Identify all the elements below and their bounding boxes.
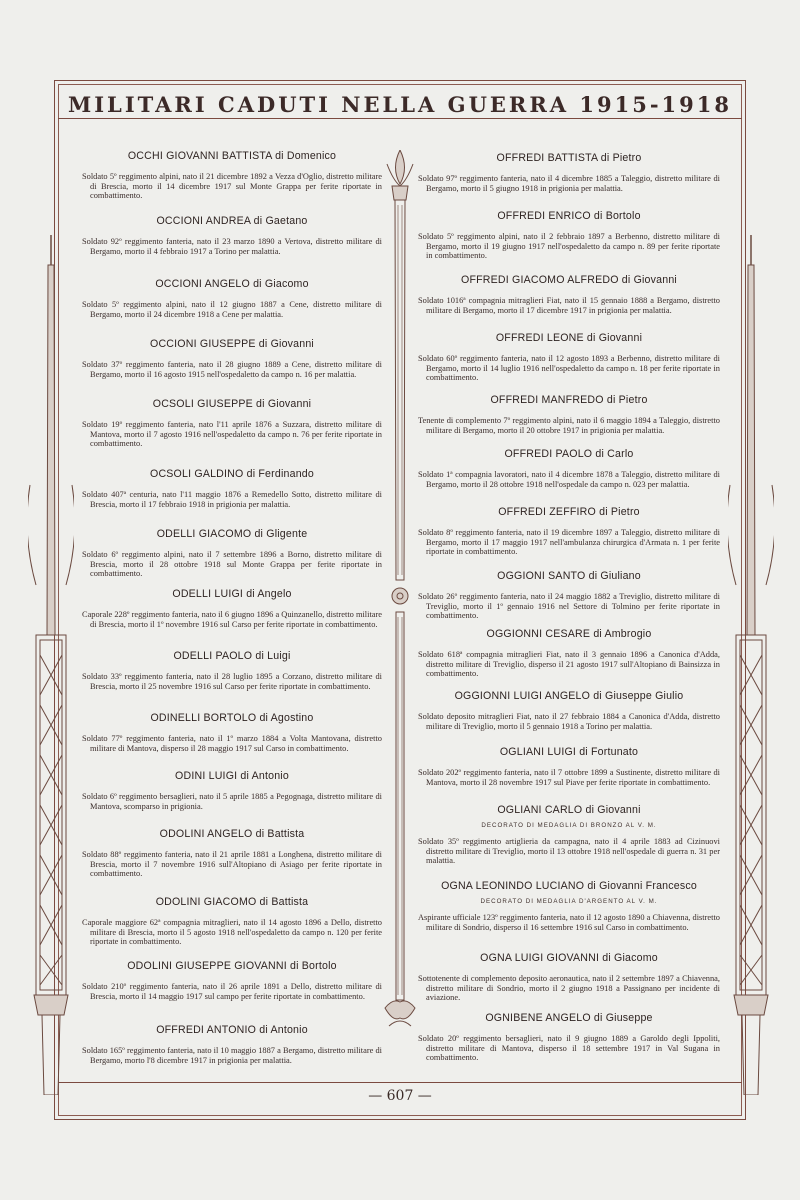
entry-ognibene-angelo [418, 1012, 720, 1063]
entry-text: Soldato 1ª compagnia lavoratori, nato il 4 dicembre 1878 a Taleggio, distretto militare di Bergamo, morto il 28 ottobre 1918 nell'ospedale da campo n. 023 per malattia. [418, 470, 720, 489]
entry-odolini-angelo [82, 828, 382, 879]
entry-odelli-giacomo [82, 528, 382, 579]
entry-text: Soldato 618ª compagnia mitraglieri Fiat, nato il 3 gennaio 1896 a Canonica d'Adda, distretto militare di Treviglio, disperso il 21 agosto 1917 sull'Altopiano di Bainsizza in combattimento. [418, 650, 720, 679]
decoration-note: DECORATO DI MEDAGLIA D'ARGENTO AL V. M. [480, 898, 658, 905]
entry-name: ODINELLI BORTOLO di Agostino [150, 712, 314, 724]
entry-text: Soldato 37º reggimento fanteria, nato il 28 giugno 1889 a Cene, distretto militare di Bergamo, morto il 16 agosto 1915 nell'ospedaletto da campo n. 16 per malattia. [82, 360, 382, 379]
entry-text: Soldato 6º reggimento bersaglieri, nato il 5 aprile 1885 a Pegognaga, distretto militare di Mantova, scomparso in prigionia. [82, 792, 382, 811]
entry-oggioni-santo [418, 570, 720, 621]
entry-name: OFFREDI MANFREDO di Pietro [490, 394, 648, 406]
entry-odinelli-bortolo [82, 712, 382, 753]
entry-name: OGLIANI LUIGI di Fortunato [499, 746, 639, 758]
entry-text: Soldato 88º reggimento fanteria, nato il 21 aprile 1881 a Longhena, distretto militare di Brescia, morto il 7 novembre 1916 sull'Altopiano di Asiago per ferite riportate in combattimento. [82, 850, 382, 879]
entry-name: OCSOLI GIUSEPPE di Giovanni [152, 398, 312, 410]
entry-name: ODELLI PAOLO di Luigi [173, 650, 291, 662]
entry-oggionni-luigi-angelo [418, 690, 720, 731]
entry-name: OFFREDI ZEFFIRO di Pietro [498, 506, 640, 518]
entry-ogna-luigi-giovanni [418, 952, 720, 1003]
entry-offredi-giacomo-alfredo [418, 274, 720, 315]
decoration-note: DECORATO DI MEDAGLIA DI BRONZO AL V. M. [481, 822, 657, 829]
entry-occioni-angelo [82, 278, 382, 319]
entry-name: OCCIONI ANGELO di Giacomo [155, 278, 309, 290]
footer-rule [58, 1082, 742, 1083]
entry-text: Soldato 77º reggimento fanteria, nato il 1º marzo 1884 a Volta Mantovana, distretto militare di Mantova, disperso il 28 maggio 1917 sul Carso in combattimento. [82, 734, 382, 753]
entry-ocsoli-galdino [82, 468, 382, 509]
entry-name: OGNIBENE ANGELO di Giuseppe [485, 1012, 653, 1024]
entry-text: Soldato 165º reggimento fanteria, nato il 10 maggio 1887 a Bergamo, distretto militare di Bergamo, morto l'8 dicembre 1917 in prigionia per malattia. [82, 1046, 382, 1065]
entry-odelli-luigi [82, 588, 382, 629]
entry-name: OFFREDI PAOLO di Carlo [504, 448, 634, 460]
entry-name: OFFREDI BATTISTA di Pietro [496, 152, 642, 164]
entry-odolini-giuseppe-giovanni [82, 960, 382, 1001]
entry-text: Soldato 35º reggimento artiglieria da campagna, nato il 4 aprile 1883 ad Cizinuovi distretto militare di Treviglio, morto il 13 ottobre 1918 nell'ospedale di guerra n. 31 per malattia. [418, 837, 720, 866]
entry-text: Soldato 6º reggimento alpini, nato il 7 settembre 1896 a Borno, distretto militare di Brescia, morto il 28 ottobre 1918 sul Monte Grappa per ferite riportate in combattimento. [82, 550, 382, 579]
entry-name: OCCHI GIOVANNI BATTISTA di Domenico [127, 150, 337, 162]
entry-name: OCCIONI ANDREA di Gaetano [156, 215, 308, 227]
entry-text: Soldato 5º reggimento alpini, nato il 12 giugno 1887 a Cene, distretto militare di Bergamo, morto il 24 dicembre 1918 a Cene per malattia. [82, 300, 382, 319]
entry-text: Soldato 210º reggimento fanteria, nato il 26 aprile 1891 a Dello, distretto militare di Brescia, morto il 14 maggio 1917 sul campo per ferite riportate in combattimento. [82, 982, 382, 1001]
entry-name: OGNA LUIGI GIOVANNI di Giacomo [480, 952, 658, 964]
entry-text: Soldato 92º reggimento fanteria, nato il 23 marzo 1890 a Vertova, distretto militare di Bergamo, morto il 4 febbraio 1917 a Torino per malattia. [82, 237, 382, 256]
page-number: — 607 — [368, 1088, 432, 1104]
entry-name: OFFREDI GIACOMO ALFREDO di Giovanni [461, 274, 677, 286]
entry-oggionni-cesare [418, 628, 720, 679]
entry-ogliani-luigi [418, 746, 720, 787]
entry-text: Soldato 202º reggimento fanteria, nato il 7 ottobre 1899 a Sustinente, distretto militare di Mantova, morto il 28 novembre 1917 sul Piave per ferite riportate in combattimento. [418, 768, 720, 787]
center-column-ornament [383, 150, 417, 1040]
entry-name: OFFREDI ENRICO di Bortolo [497, 210, 641, 222]
page-title: MILITARI CADUTI NELLA GUERRA 1915-1918 [67, 92, 733, 117]
entry-name: OFFREDI LEONE di Giovanni [495, 332, 643, 344]
entry-text: Sottotenente di complemento deposito aeronautica, nato il 2 settembre 1897 a Chiavenna, distretto militare di Sondrio, morto il 2 giugno 1918 a Passignano per incidente di aviazione. [418, 974, 720, 1003]
entry-ogna-leonindo-luciano [418, 880, 720, 932]
entry-name: OCCIONI GIUSEPPE di Giovanni [150, 338, 314, 350]
entry-text: Soldato 20º reggimento bersaglieri, nato il 9 giugno 1889 a Garoldo degli Ippoliti, distretto militare di Mantova, disperso il 18 settembre 1917 in Val Sugana in combattimento. [418, 1034, 720, 1063]
entry-name: OGLIANI CARLO di Giovanni [497, 804, 641, 816]
left-pillar-ornament [28, 235, 74, 1095]
entry-occhi-giovanni-battista [82, 150, 382, 201]
entry-offredi-enrico [418, 210, 720, 261]
entry-text: Caporale 228º reggimento fanteria, nato il 6 giugno 1896 a Quinzanello, distretto militare di Brescia, morto il 1º novembre 1916 sul Carso per ferite riportate in combattimento. [82, 610, 382, 629]
entry-name: OGNA LEONINDO LUCIANO di Giovanni Francesco [441, 880, 697, 892]
right-pillar-ornament [728, 235, 774, 1095]
entry-offredi-antonio [82, 1024, 382, 1065]
entry-text: Soldato 60º reggimento fanteria, nato il 12 agosto 1893 a Berbenno, distretto militare di Bergamo, morto il 14 luglio 1916 nell'ospedaletto da campo n. 18 per ferite riportate in combattimento. [418, 354, 720, 383]
entry-offredi-manfredo [418, 394, 720, 435]
entry-name: ODOLINI GIACOMO di Battista [155, 896, 309, 908]
entry-text: Soldato 5º reggimento alpini, nato il 2 febbraio 1897 a Berbenno, distretto militare di Bergamo, morto il 19 giugno 1917 nell'ospedaletto da campo n. 89 per ferite riportate in combattimento. [418, 232, 720, 261]
entry-name: OGGIONNI CESARE di Ambrogio [486, 628, 652, 640]
entry-odini-luigi [82, 770, 382, 811]
entry-name: ODOLINI GIUSEPPE GIOVANNI di Bortolo [127, 960, 337, 972]
entry-ogliani-carlo [418, 804, 720, 866]
entry-name: OGGIONNI LUIGI ANGELO di Giuseppe Giulio [454, 690, 684, 702]
entry-text: Soldato 8º reggimento fanteria, nato il 19 dicembre 1897 a Taleggio, distretto militare di Bergamo, morto il 17 maggio 1917 nell'ambulanza chirurgica d'Armata n. 1 per ferite riportate in combattimento. [418, 528, 720, 557]
entry-text: Soldato deposito mitraglieri Fiat, nato il 27 febbraio 1884 a Canonica d'Adda, distretto militare di Treviglio, morto il 5 gennaio 1918 a Torino per malattia. [418, 712, 720, 731]
entry-odelli-paolo [82, 650, 382, 691]
entry-text: Soldato 97º reggimento fanteria, nato il 4 dicembre 1885 a Taleggio, distretto militare di Bergamo, morto il 5 giugno 1918 in prigionia per malattia. [418, 174, 720, 193]
entry-name: OFFREDI ANTONIO di Antonio [156, 1024, 308, 1036]
entry-offredi-battista [418, 152, 720, 193]
entry-text: Caporale maggiore 62ª compagnia mitraglieri, nato il 14 agosto 1896 a Dello, distretto militare di Brescia, morto il 5 agosto 1918 nell'ospedaletto da campo n. 120 per ferite riportate in combattimento. [82, 918, 382, 947]
entry-occioni-giuseppe [82, 338, 382, 379]
entry-name: ODELLI GIACOMO di Gligente [156, 528, 308, 540]
entry-text: Soldato 33º reggimento fanteria, nato il 28 luglio 1895 a Corzano, distretto militare di Brescia, morto il 25 novembre 1916 sul Carso per ferite riportate in combattimento. [82, 672, 382, 691]
entry-offredi-paolo [418, 448, 720, 489]
entry-name: ODOLINI ANGELO di Battista [159, 828, 305, 840]
entry-offredi-leone [418, 332, 720, 383]
entry-text: Soldato 1016ª compagnia mitraglieri Fiat, nato il 15 gennaio 1888 a Bergamo, distretto militare di Bergamo, morto il 17 dicembre 1917 in prigionia per malattia. [418, 296, 720, 315]
entry-name: OGGIONI SANTO di Giuliano [497, 570, 641, 582]
entry-text: Soldato 407ª centuria, nato l'11 maggio 1876 a Remedello Sotto, distretto militare di Brescia, morto il 17 febbraio 1918 in prigionia per malattia. [82, 490, 382, 509]
entry-text: Soldato 5º reggimento alpini, nato il 21 dicembre 1892 a Vezza d'Oglio, distretto militare di Brescia, morto il 14 dicembre 1917 sul Monte Grappa per ferite riportate in combattimento. [82, 172, 382, 201]
entry-text: Soldato 26º reggimento fanteria, nato il 24 maggio 1882 a Treviglio, distretto militare di Treviglio, morto il 1º gennaio 1916 nel Settore di Tolmino per ferite riportate in combattimento. [418, 592, 720, 621]
title-rule [58, 118, 742, 119]
entry-odolini-giacomo [82, 896, 382, 947]
entry-name: ODINI LUIGI di Antonio [175, 770, 289, 782]
entry-text: Soldato 19º reggimento fanteria, nato l'11 aprile 1876 a Suzzara, distretto militare di Mantova, morto il 7 agosto 1916 nell'ospedaletto da campo n. 76 per ferite riportate in combattimento. [82, 420, 382, 449]
entry-name: ODELLI LUIGI di Angelo [172, 588, 292, 600]
entry-offredi-zeffiro [418, 506, 720, 557]
entry-occioni-andrea [82, 215, 382, 256]
entry-text: Tenente di complemento 7º reggimento alpini, nato il 6 maggio 1894 a Taleggio, distretto militare di Bergamo, morto il 20 ottobre 1917 in prigionia per malattia. [418, 416, 720, 435]
entry-name: OCSOLI GALDINO di Ferdinando [150, 468, 314, 480]
entry-ocsoli-giuseppe [82, 398, 382, 449]
entry-text: Aspirante ufficiale 123º reggimento fanteria, nato il 12 agosto 1890 a Chiavenna, distretto militare di Sondrio, disperso il 16 settembre 1916 sul Carso in combattimento. [418, 913, 720, 932]
